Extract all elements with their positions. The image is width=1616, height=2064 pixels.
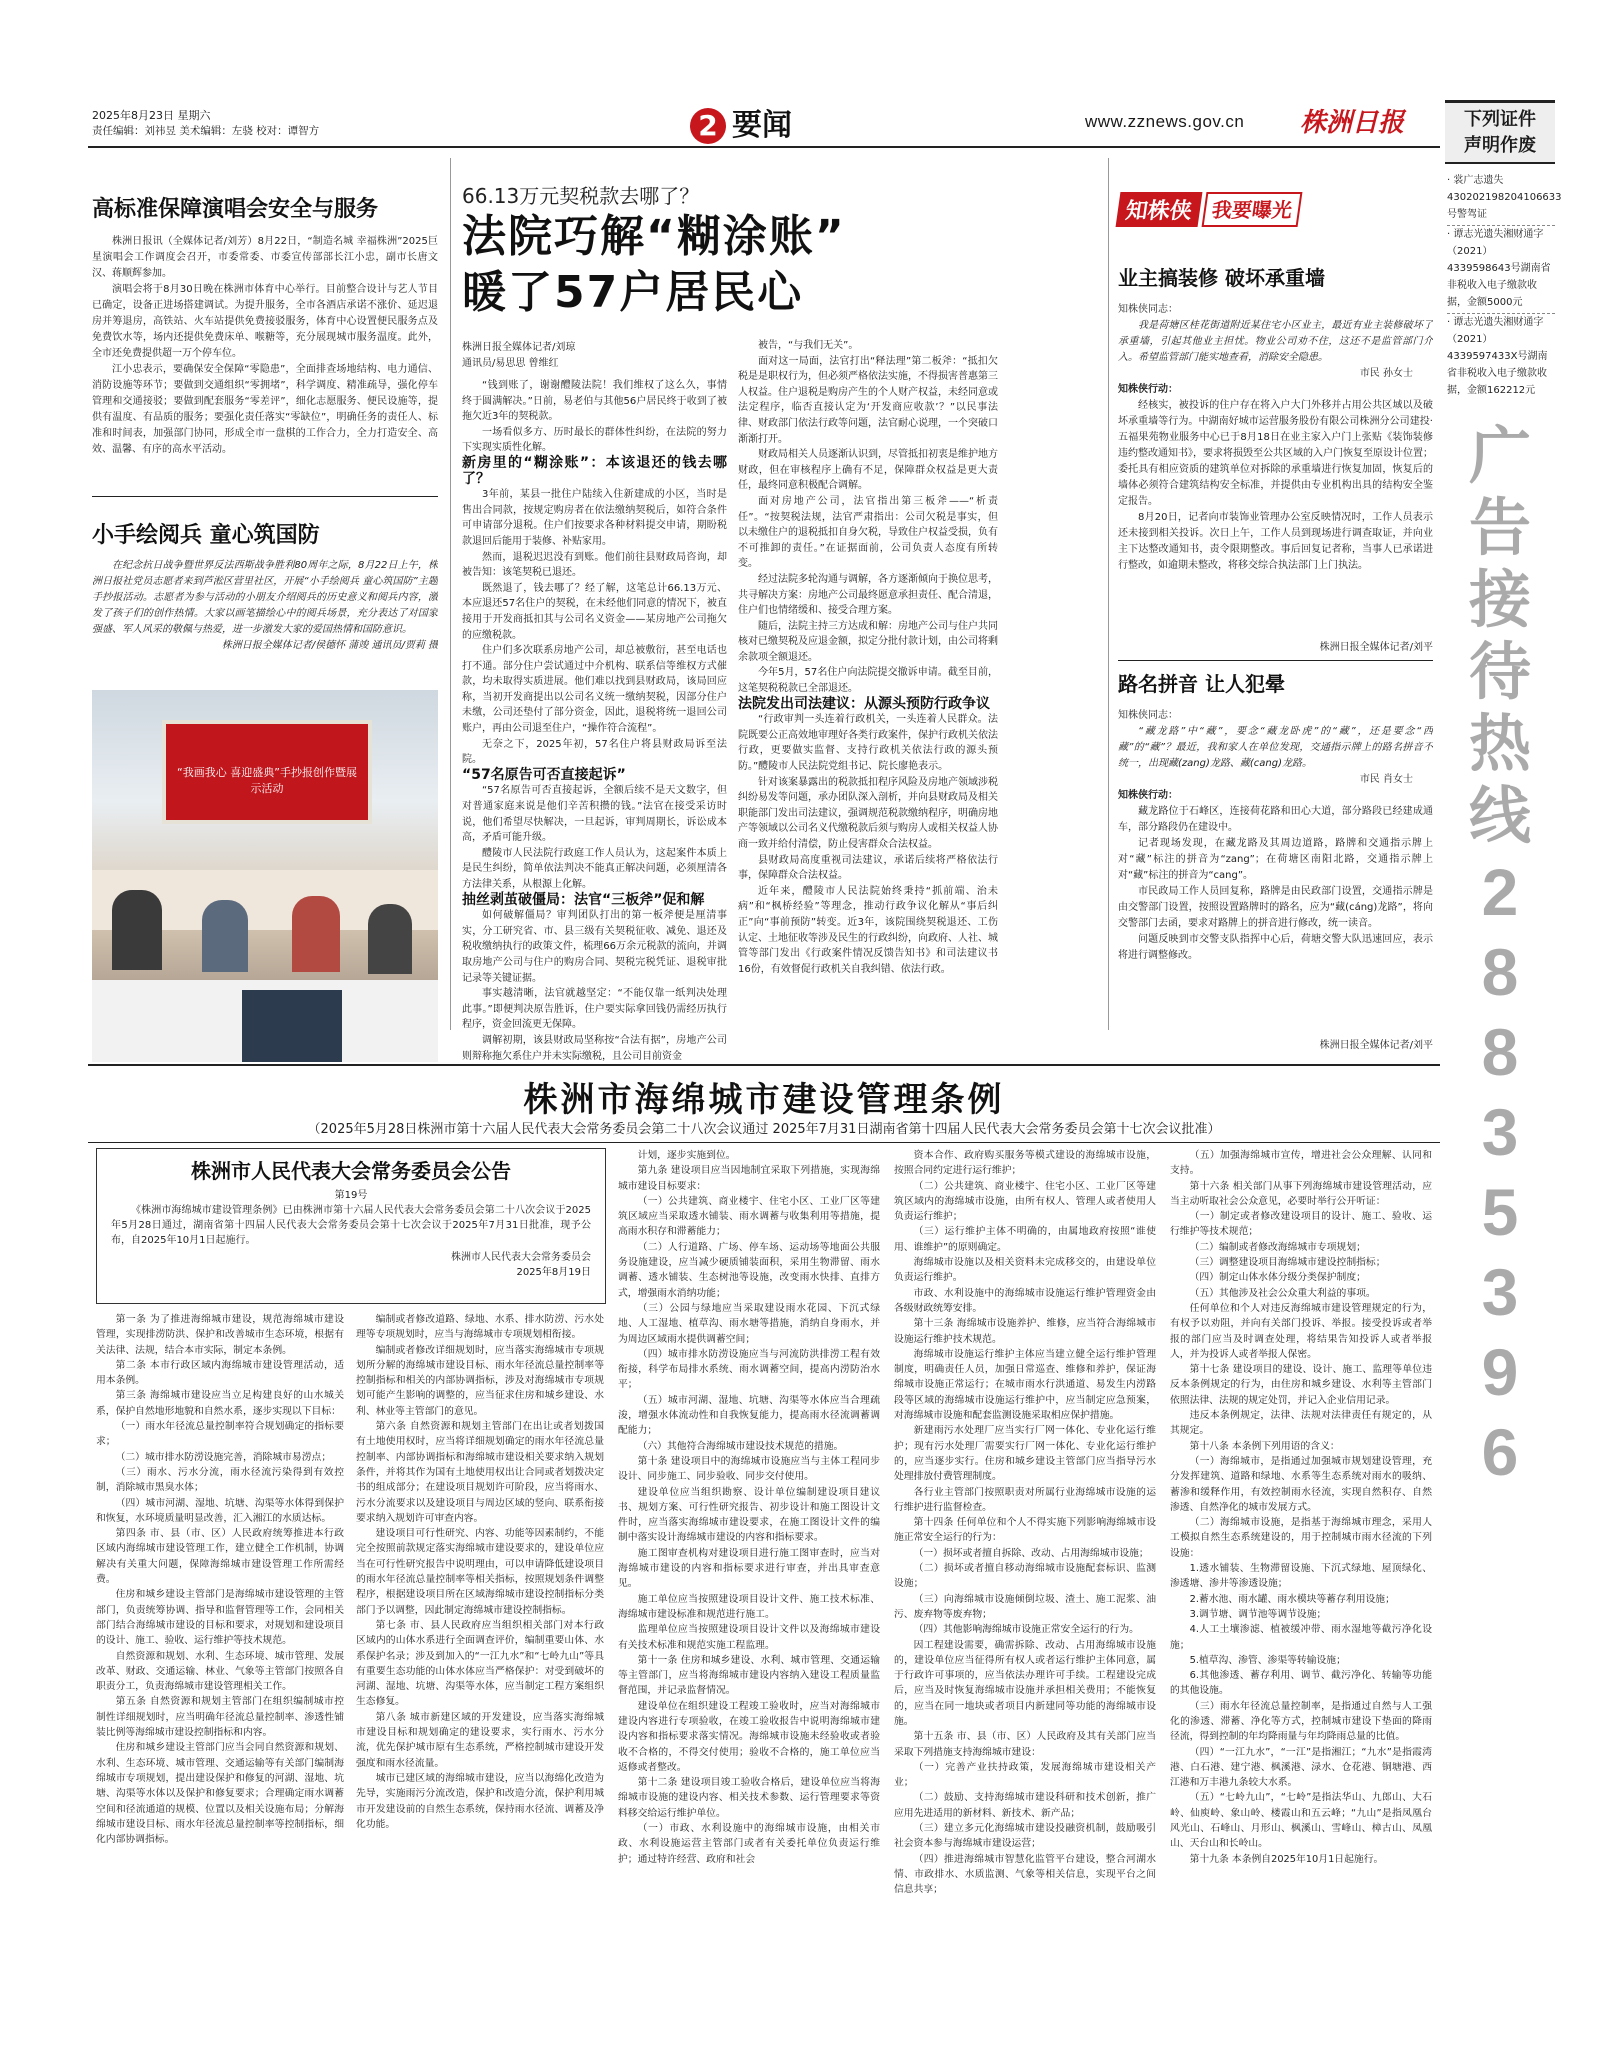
- regulation-paragraph: （三）运行维护主体不明确的，由属地政府按照“谁使用、谁维护”的原则确定。: [894, 1226, 1156, 1253]
- regulation-paragraph: 4.人工土壤渗滤、植被缓冲带、雨水湿地等截污净化设施；: [1170, 1624, 1432, 1651]
- notice-column-title: 下列证件 声明作废: [1445, 100, 1555, 164]
- event-banner: “我画我心 喜迎盛典”手抄报创作暨展示活动: [162, 720, 372, 824]
- regulation-paragraph: 第七条 市、县人民政府应当组织相关部门对本行政区域内的山体水系进行全面调查评价，编制重要山体、水系保护名录；涉及到加入的“一江九水”和“七岭九山”等具有重要生态功能的山体水体应当严格保护：对受到破坏的河湖、湿地、坑塘、沟渠等水体，应当制定工程方案组织生态修复。: [356, 1619, 604, 1708]
- regulation-paragraph: 因工程建设需要，确需拆除、改动、占用海绵城市设施的，建设单位应当征得所有权人或者运行维护主体同意，属于行政许可事项的，应当依法办理许可手续。工程建设完成后，应当及时恢复海绵城市设施并承担相关费用；不能恢复的，应当在同一地块或者项目内新建同等功能的海绵城市设施。: [894, 1639, 1156, 1727]
- regulation-paragraph: （四）城市排水防涝设施应当与河流防洪排涝工程有效衔接，科学布局排水系统、雨水调蓄空间，提高内涝防治水平；: [618, 1348, 880, 1391]
- regulation-paragraph: （一）市政、水利设施中的海绵城市设施，由相关市政、水利设施运营主管部门或者有关委托单位负责运行维护；通过特许经营、政府和社会: [618, 1823, 880, 1865]
- regulation-paragraph: 编制或者修改道路、绿地、水系、排水防涝、污水处理等专项规划时，应当与海绵城市专项规划相衔接。: [356, 1314, 604, 1341]
- byline: 株洲日报全媒体记者/刘平: [1319, 1040, 1433, 1051]
- regulation-paragraph: 第六条 自然资源和规划主管部门在出让或者划拨国有土地使用权时，应当将详细规划确定的雨水年径流总量控制率、内部协调指标和海绵城市建设相关要求纳入规划条件，并将其作为国有土地使用权出让合同或者划拨决定书的组成部分；在建设项目规划许可阶段，应当将雨水、污水分流要求以及建设项目与周边区域的竖向、联系衔接要求纳入规划许可审查内容。: [356, 1421, 604, 1524]
- regulation-paragraph: （一）海绵城市，是指通过加强城市规划建设管理，充分发挥建筑、道路和绿地、水系等生态系统对雨水的吸纳、蓄渗和缓释作用，有效控制雨水径流，实现自然积存、自然渗透、自然净化的城市发展方式。: [1170, 1455, 1432, 1513]
- article-title: 高标准保障演唱会安全与服务: [92, 197, 379, 222]
- regulation-column: [894, 1148, 1156, 2064]
- regulation-paragraph: （二）公共建筑、商业楼宇、住宅小区、工业厂区等建筑区域内的海绵城市设施，由所有权人、管理人或者使用人负责运行维护；: [894, 1180, 1156, 1223]
- regulation-paragraph: 第十九条 本条例自2025年10月1日起施行。: [1189, 1853, 1384, 1865]
- article-title: 路名拼音 让人犯晕: [1118, 672, 1285, 696]
- regulation-paragraph: 施工图审查机构对建设项目进行施工图审查时，应当对海绵城市建设的内容和指标要求进行审查，并出具审查意见。: [618, 1547, 880, 1590]
- issue-date: 2025年8月23日 星期六: [92, 109, 211, 122]
- announcement-signature: 株洲市人民代表大会常务委员会: [451, 1252, 591, 1263]
- announcement-number: 第19号: [334, 1190, 368, 1201]
- ad-character: 线: [1468, 779, 1531, 852]
- regulation-paragraph: 第十三条 海绵城市设施养护、维修，应当符合海绵城市设施运行维护技术规范。: [894, 1318, 1156, 1345]
- regulation-paragraph: 违反本条例规定，法律、法规对法律责任有规定的，从其规定。: [1170, 1410, 1432, 1437]
- section-title: 要闻: [732, 108, 792, 143]
- regulation-paragraph: 第十条 建设项目中的海绵城市设施应当与主体工程同步设计、同步施工、同步验收、同步交付使用。: [618, 1455, 880, 1483]
- regulation-paragraph: 第五条 自然资源和规划主管部门在组织编制城市控制性详细规划时，应当明确年径流总量控制率、渗透性铺装比例等海绵城市建设控制指标和内容。: [96, 1696, 344, 1739]
- subheading: 抽丝剥茧破僵局：法官“三板斧”促和解: [462, 891, 705, 908]
- ad-character: 广: [1468, 419, 1531, 492]
- regulation-title: 株洲市海绵城市建设管理条例: [523, 1080, 1005, 1120]
- regulation-paragraph: （二）海绵城市设施，是指基于海绵城市理念，采用人工模拟自然生态系统建设的，用于控制城市雨水径流的下列设施：: [1170, 1517, 1432, 1559]
- regulation-paragraph: （四）制定山体水体分级分类保护制度；: [1189, 1272, 1366, 1284]
- regulation-paragraph: 2.蓄水池、雨水罐、雨水模块等蓄存利用设施；: [1189, 1593, 1395, 1605]
- article-headline: 暖了57户居民心: [462, 267, 804, 318]
- lost-notice-item: · 谭志光遗失湘财通字（2021）4339598643号湖南省非税收入电子缴款收据，金额5000元: [1447, 226, 1555, 314]
- announcement-date: 2025年8月19日: [516, 1267, 591, 1278]
- regulation-paragraph: 海绵城市设施以及相关资料未完成移交的，由建设单位负责运行维护。: [894, 1257, 1156, 1284]
- regulation-paragraph: 市政、水利设施中的海绵城市设施运行维护管理资金由各级财政统筹安排。: [894, 1287, 1156, 1314]
- regulation-paragraph: 资本合作、政府购买服务等模式建设的海绵城市设施，按照合同约定进行运行维护；: [894, 1150, 1156, 1177]
- regulation-paragraph: 自然资源和规划、水利、生态环境、城市管理、发展改革、财政、交通运输、林业、气象等主管部门按照各自职责分工，负责海绵城市建设管理相关工作。: [96, 1650, 344, 1693]
- ad-character: 8: [1481, 935, 1519, 1009]
- regulation-paragraph: 第一条 为了推进海绵城市建设，规范海绵城市建设管理，实现排涝防洪、保护和改善城市生态环境，根据有关法律、法规，结合本市实际，制定本条例。: [96, 1314, 344, 1356]
- regulation-paragraph: 3.调节塘、调节池等调节设施；: [1189, 1608, 1327, 1620]
- regulation-paragraph: 第十八条 本条例下列用语的含义：: [1189, 1440, 1340, 1452]
- regulation-paragraph: 第四条 市、县（市、区）人民政府统筹推进本行政区域内海绵城市建设管理工作，建立健全工作机制，协调解决有关重大问题，保障海绵城市建设管理工作所需经费。: [96, 1528, 344, 1586]
- event-photo: [92, 690, 438, 1062]
- regulation-paragraph: 住房和城乡建设主管部门是海绵城市建设管理的主管部门，负责统筹协调、指导和监督管理等工作，会同相关部门结合海绵城市建设的目标和要求，对规划和建设项目的设计、施工、验收、运行维护等技术规范。: [96, 1589, 344, 1647]
- announcement-box: [96, 1148, 606, 1304]
- regulation-paragraph: 5.植草沟、渗管、渗渠等转输设施；: [1189, 1654, 1346, 1666]
- regulation-paragraph: 各行业主管部门按照职责对所属行业海绵城市设施的运行维护进行监督检查。: [894, 1486, 1156, 1513]
- column-logo-main: 知株侠: [1116, 192, 1203, 227]
- article-title: 小手绘阅兵 童心筑国防: [92, 523, 320, 548]
- regulation-paragraph: 新建雨污水处理厂应当实行厂网一体化、专业化运行维护；现有污水处理厂需要实行厂网一体化、专业化运行维护的，应当逐步实行。住房和城乡建设主管部门应当指导污水处理排放付费管理制度。: [894, 1425, 1156, 1483]
- newspaper-masthead: 株洲日报: [1300, 108, 1405, 138]
- regulation-paragraph: （二）编制或者修改海绵城市专项规划；: [1189, 1241, 1366, 1253]
- regulation-paragraph: （五）加强海绵城市宣传，增进社会公众理解、认同和支持。: [1170, 1150, 1432, 1177]
- regulation-paragraph: 第九条 建设项目应当因地制宜采取下列措施，实现海绵城市建设目标要求：: [618, 1165, 880, 1192]
- ad-character: 6: [1481, 1415, 1519, 1489]
- article-column: “钱到账了，谢谢醴陵法院！我们维权了这么久，事情终于圆满解决。”日前，易老伯与其他56户居民终于收到了被拖欠近3年的契税款。 一场看似多方、历时最长的群体性纠纷，在法院的努力下实现实质性化解。 新房里的“糊涂账”：本该退还的钱去哪了？ 3年前，某县一批住户陆续入住新建成的小区，当时是售出合同款，按规定购房者在依法缴纳契税后，如符合条件可申请部分退税。住户们按要求各种材料提交申请，期盼税款退回后能用于装修、补贴家用。 然而，退税迟迟没有到账。他们前往县财政局咨询，却被告知：该笔契税已退还。 既然退了，钱去哪了？经了解，这笔总计66.13万元、本应退还57名住户的契税，在未经他们同意的情况下，被直接用于开发商抵扣其与公司名义资金——某房地产公司拖欠的应缴税款。 住户们多次联系房地产公司，却总被敷衍，甚至电话也打不通。部分住户尝试通过中介机构、联系信等维权方式催款，均未取得实质进展。他们难以找到县财政局，该局回应称，当初开发商提出以公司名义统一缴纳契税，因部分住户未缴，公司还垫付了部分资金，因此，退税将统一退回公司账户，再由公司退至住户，“操作符合流程”。 无奈之下，2025年初，57名住户将县财政局诉至法院。 “57名原告可否直接起诉” “57名原告可否直接起诉，全额后续不是天文数字，但对普通家庭来说是他们辛苦积攒的钱。”法官在接受采访时说，他们希望尽快解决，一旦起诉，审判周期长，诉讼成本高，矛盾可能升级。 醴陵市人民法院行政庭工作人员认为，这起案件本质上是民生纠纷，简单依法判决不能真正解决问题，必须厘清各方法律关系，从根源上化解。 抽丝剥茧破僵局：法官“三板斧”促和解 如何破解僵局？审判团队打出的第一板斧便是厘清事实，分工研究省、市、县三级有关契税征收、减免、退还及税收缴纳执行的政策文件，梳理66万余元税款的流向，并调取房地产公司与住户的购房合同、契税完税凭证、退税审批记录等关键证据。 事实越清晰，法官就越坚定：“不能仅靠一纸判决处理此事。”即便判决原告胜诉，住户要实际拿回钱仍需经历执行程序，资金回流更无保障。 调解初期，该县财政局坚称按“合法有据”，房地产公司则辩称拖欠系住户并未实际缴税，且公司目前资金: [462, 380, 727, 1062]
- regulation-paragraph: 城市已建区域的海绵城市建设，应当以海绵化改造为先导，实施雨污分流改造，保护和改造分流，保护利用城市开发建设前的自然生态系统，保持雨水径流、调蓄及净化功能。: [356, 1772, 604, 1830]
- regulation-paragraph: 施工单位应当按照建设项目设计文件、施工技术标准、海绵城市建设标准和规范进行施工。: [618, 1593, 880, 1620]
- regulation-paragraph: （四）“一江九水”，“一江”是指湘江；“九水”是指霞湾港、白石港、建宁港、枫溪港、渌水、仓花港、铜塘港、西江港和万丰港九条较大水系。: [1170, 1746, 1432, 1789]
- regulation-paragraph: 第十五条 市、县（市、区）人民政府及其有关部门应当采取下列措施支持海绵城市建设：: [894, 1731, 1156, 1758]
- header-rule: [88, 146, 1440, 148]
- regulation-paragraph: （三）调整建设项目海绵城市建设控制指标；: [1189, 1257, 1386, 1269]
- ad-character: 待: [1468, 635, 1531, 708]
- regulation-paragraph: （二）鼓励、支持海绵城市建设科研和技术创新，推广应用先进适用的新材料、新技术、新产品；: [894, 1792, 1156, 1819]
- regulation-paragraph: 住房和城乡建设主管部门应当会同自然资源和规划、水利、生态环境、城市管理、交通运输等有关部门编制海绵城市专项规划，提出建设保护和修复的河湖、湿地、坑塘、沟渠等水体以及保护和修复要求；合理确定雨水调蓄空间和径流通道的规模、位置以及相关设施布局；分解海绵城市建设目标、雨水年径流总量控制率等控制指标，细化内部协调指标。: [96, 1742, 344, 1846]
- regulation-paragraph: （二）人行道路、广场、停车场、运动场等地面公共服务设施建设，应当减少硬质铺装面积，采用生物滞留、雨水调蓄、透水铺装、生态树池等设施，改变雨水快排、直排方式，增强雨水消纳功能；: [618, 1241, 880, 1299]
- announcement-title: 株洲市人民代表大会常务委员会公告: [191, 1159, 511, 1183]
- article-headline: 法院巧解“糊涂账”: [462, 211, 846, 262]
- subheading: 法院发出司法建议：从源头预防行政争议: [738, 695, 990, 712]
- regulation-paragraph: 1.透水铺装、生物滞留设施、下沉式绿地、屋顶绿化、渗透塘、渗井等渗透设施；: [1170, 1563, 1432, 1590]
- ad-character: 3: [1481, 1095, 1519, 1169]
- regulation-paragraph: （五）城市河湖、湿地、坑塘、沟渠等水体应当合理疏浚，增强水体流动性和自我恢复能力，提高雨水径流调蓄调配能力；: [618, 1394, 880, 1437]
- subheading: 新房里的“糊涂账”：本该退还的钱去哪了？: [462, 454, 727, 487]
- regulation-paragraph: （一）完善产业扶持政策，发展海绵城市建设相关产业；: [894, 1761, 1156, 1789]
- regulation-paragraph: （四）推进海绵城市智慧化监管平台建设，整合河湖水情、市政排水、水质监测、气象等相关信息，实现平台之间信息共享；: [894, 1853, 1156, 1896]
- advertising-hotline: [1440, 420, 1560, 1492]
- regulation-paragraph: 建设项目可行性研究、内容、功能等因素制约，不能完全按照前款规定落实海绵城市建设要求的，建设单位应当在可行性研究报告中说明理由，可以申请降低建设项目的雨水年径流总量控制率等相关指标，按照规划条件调整程序，根据建设项目所在区域海绵城市建设控制指标分类部门予以调整，因此制定海绵城市建设控制指标。: [356, 1528, 604, 1616]
- editors-line: 责任编辑：刘祎昱 美术编辑：左骁 校对：谭智方: [92, 125, 320, 137]
- article-body: 知株侠同志： 我是荷塘区桂花街道附近某住宅小区业主，最近有业主装修破坏了承重墙，引起其他业主担忧。物业公司劝不住，这还不是监管部门介入。希望监管部门能实地查看，消除安全隐患。 市民 孙女士 知株侠行动： 经核实，被投诉的住户存在将入户大门外移并占用公共区域以及破坏承重墙等行为。中湖南好城市运营服务股份有限公司株洲分公司建投·五福果苑物业服务中心已于8月18日在业主家入户门上张贴《装饰装修违约整改通知书》，要求将损毁至公共区域的入户门恢复至原设计位置；委托具有相应资质的建筑单位对拆除的承重墙进行恢复加固，恢复后的墙体必须符合建筑结构安全标准，并提供由专业机构出具的结构安全鉴定报告。 8月20日，记者向市装饰业管理办公室反映情况时，工作人员表示还未接到相关投诉。次日上午，工作人员到现场进行调查取证，并向业主下达整改通知书，责令限期整改。事后回复记者称，当事人已承诺进行整改，如逾期未整改，将移交综合执法部门上门执法。: [1118, 304, 1433, 571]
- paragraph: 株洲日报讯（全媒体记者/刘芳）8月22日，“制造名城 幸福株洲”2025巨星演唱会工作调度会召开，市委常委、市委宣传部部长江小忠，副市长唐文汉、蒋顺辉参加。: [92, 236, 438, 279]
- announcement-body: 《株洲市海绵城市建设管理条例》已由株洲市第十六届人民代表大会常务委员会第二十八次会议于2025年5月28日通过，湖南省第十四届人民代表大会常务委员会第十七次会议于2025年7月31日批准，现予公布，自2025年10月1日起施行。: [111, 1205, 591, 1246]
- subheading: “57名原告可否直接起诉”: [462, 766, 626, 783]
- paragraph: 演唱会将于8月30日晚在株洲市体育中心举行。目前整合设计与艺人节目已确定，设备正进场搭建调试。为提升服务，全市各酒店承诺不涨价、延迟退房并筹退房，高铁站、火车站提供免费接驳服务，体育中心设置便民服务点及免费饮水等，场内还提供免费床单、喉糖等，充分展现城市服务温度。此外，全市还免费提供超一万个停车位。: [92, 284, 438, 359]
- regulation-column: [618, 1148, 880, 2064]
- regulation-paragraph: 第十四条 任何单位和个人不得实施下列影响海绵城市设施正常安全运行的行为：: [894, 1517, 1156, 1544]
- regulation-paragraph: （一）公共建筑、商业楼宇、住宅小区、工业厂区等建筑区域应当采取透水铺装、雨水调蓄与收集利用等措施，提高雨水积存和滞蓄能力；: [618, 1195, 880, 1238]
- lost-notice-item: · 裳广志遗失430202198204106633号警驾证: [1447, 172, 1555, 226]
- photo-caption: [92, 558, 438, 682]
- lost-notices: [1447, 172, 1562, 399]
- regulation-column: [1170, 1148, 1432, 2064]
- regulation-paragraph: 计划，逐步实施到位。: [637, 1150, 736, 1161]
- regulation-paragraph: （三）公园与绿地应当采取建设雨水花园、下沉式绿地、人工湿地、植草沟、雨水塘等措施，消纳自身雨水，并为周边区域雨水提供调蓄空间；: [618, 1302, 880, 1345]
- article-body: [92, 234, 438, 484]
- regulation-paragraph: （四）城市河湖、湿地、坑塘、沟渠等水体得到保护和恢复，水环境质量明显改善，汇入湘江的水质达标。: [96, 1497, 344, 1524]
- ad-character: 告: [1468, 491, 1531, 564]
- regulation-paragraph: （六）其他符合海绵城市建设技术规范的措施。: [637, 1440, 844, 1452]
- article-title: 业主搞装修 破坏承重墙: [1118, 266, 1325, 290]
- regulation-paragraph: 监理单位应当按照建设项目设计文件以及海绵城市建设有关技术标准和规范实施工程监理。: [618, 1624, 880, 1651]
- regulation-paragraph: （二）城市排水防涝设施完善，消除城市易涝点；: [115, 1451, 332, 1463]
- regulation-paragraph: （三）雨水、污水分流，雨水径流污染得到有效控制，消除城市黑臭水体；: [96, 1466, 344, 1494]
- regulation-paragraph: 编制或者修改详细规划时，应当落实海绵城市专项规划所分解的海绵城市建设目标、雨水年径流总量控制率等控制指标和相关的内部协调指标，涉及对海绵城市专项规划可能产生影响的调整的，应当征求住房和城乡建设、水利、林业等主管部门的意见。: [356, 1344, 604, 1417]
- regulation-paragraph: 海绵城市设施运行维护主体应当建立健全运行维护管理制度，明确责任人员，加强日常巡查、维修和养护，保证海绵城市设施正常运行；在城市雨水行洪通道、易发生内涝路段等区域的海绵城市设施运行维护中，应当制定应急预案，对海绵城市设施和配套监测设施采取相应保护措施。: [894, 1348, 1156, 1422]
- regulation-paragraph: （二）损坏或者擅自移动海绵城市设施配套标识、监测设施；: [894, 1563, 1156, 1590]
- paragraph: 在纪念抗日战争暨世界反法西斯战争胜利80周年之际，8月22日上午，株洲日报社党员志愿者来到芦淞区营里社区，开展“小手绘阅兵 童心筑国防”主题手抄报活动。志愿者为参与活动的小朋友介绍阅兵的历史意义和阅兵内容，激发了孩子们的创作热情。大家以画笔描绘心中的阅兵场景，充分表达了对国家强盛、军人风采的敬佩与热爱，进一步激发大家的爱国热情和国防意识。: [92, 560, 438, 635]
- byline: 株洲日报全媒体记者/刘琼 通讯员/易思思 曾维红: [462, 342, 576, 369]
- regulation-paragraph: （三）建立多元化海绵城市建设投融资机制，鼓励吸引社会资本参与海绵城市建设运营；: [894, 1823, 1156, 1850]
- regulation-paragraph: （一）制定或者修改建设项目的设计、施工、验收、运行维护等技术规范；: [1170, 1211, 1432, 1238]
- ad-character: 8: [1481, 1015, 1519, 1089]
- regulation-paragraph: 第十二条 建设项目竣工验收合格后，建设单位应当将海绵城市设施的建设内容、相关技术参数、运行管理要求等资料移交给运行维护单位。: [618, 1777, 880, 1819]
- site-url[interactable]: www.zznews.gov.cn: [1085, 112, 1245, 131]
- regulation-paragraph: 第十七条 建设项目的建设、设计、施工、监理等单位违反本条例规定的行为，由住房和城乡建设、水利等主管部门依照法律、法规的规定处罚，并记入企业信用记录。: [1170, 1364, 1432, 1406]
- ad-character: 9: [1481, 1335, 1519, 1409]
- article-column: 被告，“与我们无关”。 面对这一局面，法官打出“释法理”第二板斧：“抵扣欠税是是职权行为，但必须严格依法实施，不得损害普惠第三人权益。住户退税是购房产生的个人财产权益，未经同意或法定程序，临否直接认定为‘开发商应收款’？”以民事法律、财政部门依法行政等问题，法官耐心说理，一个突破口渐渐打开。 财政局相关人员逐渐认识到，尽管抵扣初衷是维护地方财政，但在审核程序上确有不足，保障群众权益是更大责任，最终同意积极配合调解。 面对房地产公司，法官指出第三板斧——“析责任”。“按契税法规，法官严肃指出：公司欠税是事实，但以未缴住户的退税抵扣自身欠税，导致住户权益受损，负有不可推卸的责任。”在证据面前，公司负责人态度有所转变。 经过法院多轮沟通与调解，各方逐渐倾向于换位思考，共寻解决方案：房地产公司最终愿意承担责任、配合清退，住户们也情绪缓和、接受合理方案。 随后，法院主持三方达成和解：房地产公司与住户共同核对已缴契税及应退金额，拟定分批付款计划，由公司将剩余款项全额退还。 今年5月，57名住户向法院提交撤诉申请。截至目前，这笔契税税款已全部退还。 法院发出司法建议：从源头预防行政争议 “行政审判一头连着行政机关，一头连着人民群众。法院既要公正高效地审理好各类行政案件，保护行政机关依法行政，更要做实监督、支持行政机关依法行政的源头预防。”醴陵市人民法院党组书记、院长廖艳表示。 针对该案暴露出的税款抵扣程序风险及房地产领域涉税纠纷易发等问题，承办团队深入剖析，并向县财政局及相关职能部门发出司法建议，强调规范税款缴纳程序，明确房地产等领域以公司名义代缴税款后须与购房人或相关权益人协商一致并给付清偿，防止侵害群众合法权益。 县财政局高度重视司法建议，承诺后续将严格依法行事，保障群众合法权益。 近年来，醴陵市人民法院始终秉持“抓前端、治未病”和“枫桥经验”等理念，推动行政争议化解从“事后纠正”向“事前预防”转变。近3年，该院围绕契税退还、工伤认定、土地征收等涉及民生的行政纠纷，向政府、人社、城管等部门发出《行政案件情况反馈告知书》和司法建议书16份，有效督促行政机关自我纠错、依法行政。: [738, 340, 998, 975]
- regulation-column: [96, 1312, 344, 2064]
- regulation-paragraph: 第十六条 相关部门从事下列海绵城市建设管理活动，应当主动听取社会公众意见，必要时举行公开听证：: [1170, 1180, 1432, 1207]
- paragraph: 株洲日报全媒体记者/侯德怀 蒲竣 通讯员/贾莉 摄: [221, 640, 438, 651]
- regulation-subtitle: （2025年5月28日株洲市第十六届人民代表大会常务委员会第二十八次会议通过 2025年7月31日湖南省第十四届人民代表大会常务委员会第十七次会议批准）: [307, 1122, 1221, 1137]
- regulation-paragraph: 第十一条 住房和城乡建设、水利、城市管理、交通运输等主管部门，应当将海绵城市建设内容纳入建设工程质量监督范围，并记录监督情况。: [618, 1654, 880, 1697]
- lost-notice-item: · 谭志光遗失湘财通字（2021）4339597433X号湖南省非税收入电子缴款收据，金额162212元: [1447, 317, 1548, 396]
- paragraph: 江小忠表示，要确保安全保障“零隐患”，全面排查场地结构、电力通信、消防设施等环节；要做到交通组织“零拥堵”，科学调度、精准疏导，强化停车管理和交通接驳；要做到配套服务“零差评”，细化志愿服务、便民设施等，提供有温度、有品质的服务；要强化责任落实“零缺位”，明确任务的责任人、标准和时间表，加强部门协同，形成全市一盘棋的工作合力，全力打造安全、高效、温馨、有序的高水平活动。: [92, 364, 438, 455]
- regulation-paragraph: （五）“七岭九山”，“七岭”是指法华山、九郎山、大石岭、仙庾岭、象山岭、楼霞山和五云峰；“九山”是指凤凰台风光山、石峰山、月形山、枫溪山、雪峰山、樟古山、凤凰山、天台山和长岭山。: [1170, 1792, 1432, 1850]
- column-logo: [1118, 192, 1300, 227]
- article-body: 知株侠同志： “藏龙路”中“藏”，要念“藏龙卧虎”的“藏”，还是要念“西藏”的“藏”？最近，我和家人在单位发现，交通指示牌上的路名拼音不统一，出现藏(zang)龙路、藏(cang)龙路。 市民 肖女士 知株侠行动： 藏龙路位于石峰区，连接荷花路和田心大道，部分路段已经建成通车，部分路段仍在建设中。 记者现场发现，在藏龙路及其周边道路，路牌和交通指示牌上对“藏”标注的拼音为“zang”；在荷塘区南阳北路，交通指示牌上对“藏”标注的拼音为“cang”。 市民政局工作人员回复称，路牌是由民政部门设置，交通指示牌是由交警部门设置，按照设置路牌时的路名，应为“藏(cáng)龙路”，将向交警部门去函，要求对路牌上的拼音进行修改，统一读音。 问题反映到市交警支队指挥中心后，荷塘交警大队迅速回应，表示将进行调整修改。: [1118, 710, 1433, 961]
- regulation-paragraph: 第二条 本市行政区域内海绵城市建设管理活动，适用本条例。: [96, 1359, 344, 1387]
- regulation-column: [356, 1312, 604, 2064]
- regulation-paragraph: （一）雨水年径流总量控制率符合规划确定的指标要求；: [96, 1421, 344, 1448]
- byline: 株洲日报全媒体记者/刘平: [1319, 642, 1433, 653]
- regulation-paragraph: 建设单位在组织建设工程竣工验收时，应当对海绵城市建设内容进行专项验收，在竣工验收报告中说明海绵城市建设内容和指标要求落实情况。海绵城市设施未经验收或者验收不合格的，不得交付使用；验收不合格的，施工单位应当返修或者整改。: [618, 1700, 880, 1773]
- ad-character: 3: [1481, 1255, 1519, 1329]
- regulation-paragraph: （五）其他涉及社会公众重大利益的事项。: [1189, 1287, 1376, 1299]
- ad-character: 热: [1468, 707, 1531, 780]
- column-logo-sub: 我要曝光: [1202, 192, 1303, 227]
- regulation-paragraph: （四）其他影响海绵城市设施正常安全运行的行为。: [913, 1624, 1139, 1636]
- ad-character: 5: [1481, 1175, 1519, 1249]
- regulation-paragraph: 任何单位和个人对违反海绵城市建设管理规定的行为，有权予以劝阻，并向有关部门投诉、举报。接受投诉或者举报的部门应当及时调查处理，将结果告知投诉人或者举报人，并为投诉人或者举报人保密。: [1170, 1302, 1432, 1360]
- regulation-paragraph: 建设单位应当组织勘察、设计单位编制建设项目建议书、规划方案、可行性研究报告、初步设计和施工图设计文件时，应当落实海绵城市建设要求，在施工图设计文件的编制中落实设计海绵城市建设的内容和指标要求。: [618, 1486, 880, 1544]
- regulation-paragraph: （三）向海绵城市设施倾倒垃圾、渣土、施工泥浆、油污、废弃物等废弃物；: [894, 1593, 1156, 1620]
- page-number-badge: 2: [690, 108, 726, 144]
- ad-character: 接: [1468, 563, 1531, 636]
- regulation-paragraph: 第八条 城市新建区域的开发建设，应当落实海绵城市建设目标和规划确定的建设要求，实行雨水、污水分流，优先保护城市原有生态系统，严格控制城市建设开发强度和雨水径流量。: [356, 1711, 604, 1769]
- ad-character: 2: [1481, 855, 1519, 929]
- regulation-paragraph: 6.其他渗透、蓄存利用、调节、截污净化、转输等功能的其他设施。: [1170, 1670, 1432, 1697]
- regulation-paragraph: 第三条 海绵城市建设应当立足构建良好的山水城关系，保护自然地形地貌和自然水系，逐步实现以下目标：: [96, 1390, 344, 1417]
- regulation-paragraph: （三）雨水年径流总量控制率，是指通过自然与人工强化的渗透、滞蓄、净化等方式，控制城市建设下垫面的降雨径流，得到控制的年均降雨量与年均降雨总量的比值。: [1170, 1700, 1432, 1743]
- regulation-paragraph: （一）损坏或者擅自拆除、改动、占用海绵城市设施；: [913, 1547, 1149, 1559]
- article-kicker: 66.13万元契税款去哪了？: [462, 184, 700, 208]
